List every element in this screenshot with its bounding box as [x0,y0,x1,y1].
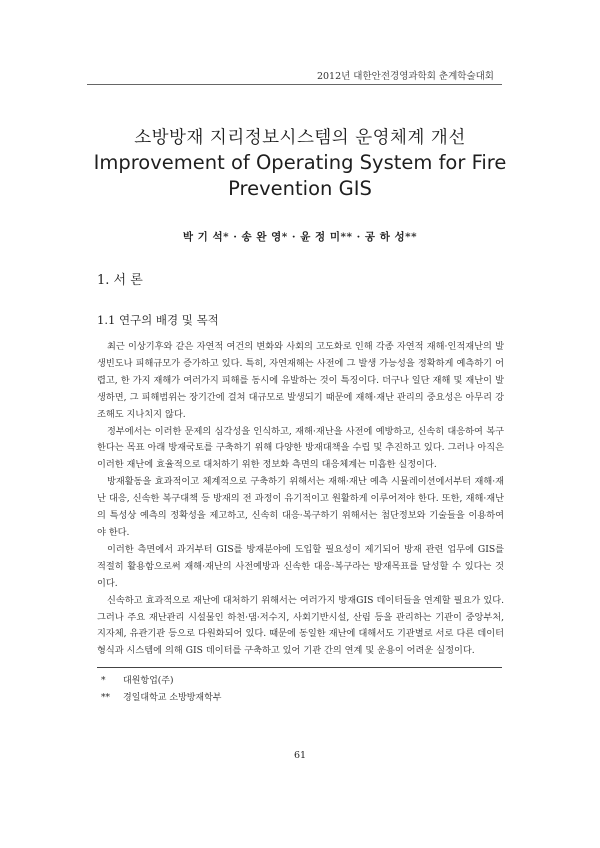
title-korean: 소방방재 지리정보시스템의 운영체계 개선 [134,128,466,148]
footnote-affiliation-1 [101,673,222,690]
footnote-rule [97,667,502,668]
paragraph: 정부에서는 이러한 문제의 심각성을 인식하고, 재해·재난을 사전에 예방하고, 신속히 대응하여 복구한다는 목표 아래 방재국토를 구축하기 위해 다양한 방재대책을 수립 및 추진하고 있다. 그러나 아직은 이러한 재난에 효율적으로 대처하기 위한 정보화 측면의 대응체계는 미흡한 실정이다. [97,425,504,471]
body-text [97,339,504,660]
title-english: Improvement of Operating System for Fire Prevention GIS [93,151,507,200]
header-rule [87,84,502,85]
footnote-text: 대원항업(주) [123,676,174,686]
author-list: 박 기 석* · 송 완 영* · 윤 정 미** · 공 하 성** [182,231,418,243]
subsection-heading: 1.1 연구의 배경 및 목적 [97,313,219,327]
footnotes [101,673,222,707]
footnote-mark: ** [101,693,110,703]
section-heading: 1. 서 론 [97,273,143,288]
page-number: 61 [293,750,307,761]
running-header: 2012년 대한안전경영과학회 춘계학술대회 [316,71,494,82]
footnote-mark: * [101,676,106,686]
footnote-text: 경일대학교 소방방재학부 [123,693,222,703]
paragraph: 신속하고 효과적으로 재난에 대처하기 위해서는 여러가지 방재GIS 데이터들을 연계할 필요가 있다. 그러나 주요 재난관리 시설물인 하천·댐·저수지, 사회기반시설, 산림 등을 관리하는 기관이 중앙부처, 지자체, 유관기관 등으로 다원화되어 있다. 때문에 동일한 재난에 대해서도 기관별로 서로 다른 데이터 형식과 시스템에 의해 GIS 데이터를 구축하고 있어 기관 간의 연계 및 운용이 어려운 실정이다. [97,594,504,657]
paragraph: 방재활동을 효과적이고 체계적으로 구축하기 위해서는 재해·재난 예측 시뮬레이션에서부터 재해·재난 대응, 신속한 복구대책 등 방재의 전 과정이 유기적이고 원활하게 이루어져야 한다. 또한, 재해·재난의 특성상 예측의 정확성을 제고하고, 신속히 대응·복구하기 위해서는 첨단정보와 기술들을 이용하여야 한다. [97,476,504,538]
paragraph: 이러한 측면에서 과거부터 GIS를 방재분야에 도입할 필요성이 제기되어 방재 관련 업무에 GIS를 적절히 활용함으로써 재해·재난의 사전예방과 신속한 대응·복구라는 방재목표를 달성할 수 있다는 것이다. [97,543,504,589]
paragraph: 최근 이상기후와 같은 자연적 여건의 변화와 사회의 고도화로 인해 각종 자연적 재해·인적재난의 발생빈도나 피해규모가 증가하고 있다. 특히, 자연재해는 사전에 그 발생 가능성을 정확하게 예측하기 어렵고, 한 가지 재해가 여러가지 피해를 동시에 유발하는 것이 특징이다. 더구나 일단 재해 및 재난이 발생하면, 그 피해범위는 장기간에 걸쳐 대규모로 발생되기 때문에 재해·재난 관리의 중요성은 아무리 강조해도 지나치지 않다. [97,341,504,420]
footnote-affiliation-2 [101,690,222,707]
